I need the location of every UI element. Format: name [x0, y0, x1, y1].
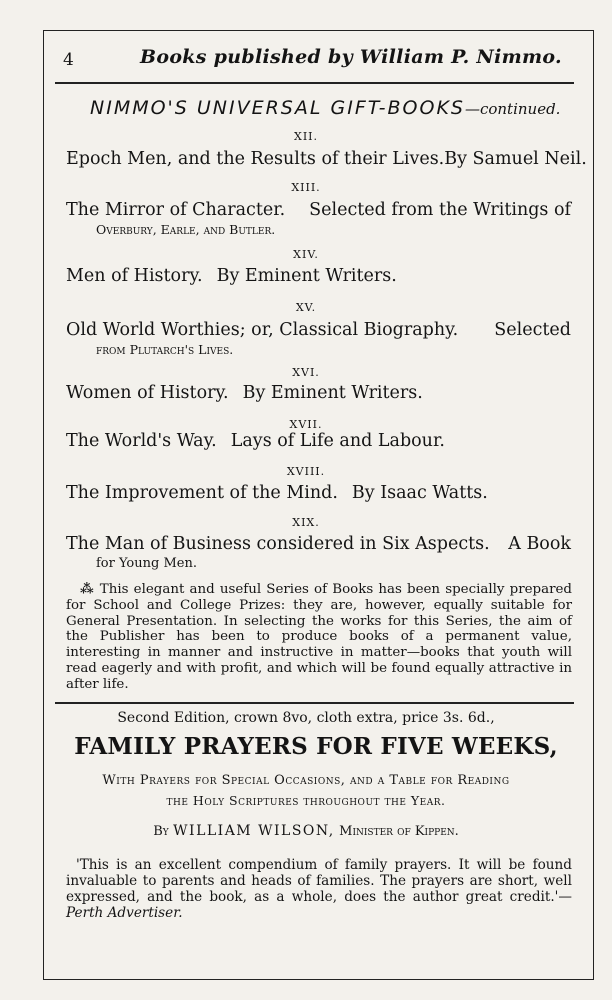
entry-title: The Improvement of the Mind. [66, 483, 338, 503]
entry-line [66, 320, 571, 340]
review-quote-paragraph [66, 857, 572, 921]
author-name: WILLIAM WILSON, [173, 823, 335, 839]
series-note-text: This elegant and useful Series of Books has been specially prepared for School and College Prizes: they are, however, equally suitable for General Presentation. In selecting the works for this Series, the aim of the Publisher has been to produce books of a permanent value, interesting in manner and instructive in matter—books that youth will read eagerly and with profit, and which will be found equally attractive in after life. [66, 582, 572, 692]
header-rule [55, 82, 574, 84]
series-continued: —continued. [464, 100, 561, 118]
section-rule [55, 702, 574, 704]
advert-title: FAMILY PRAYERS FOR FIVE WEEKS, [74, 733, 558, 760]
review-quote [66, 857, 572, 921]
entry-title: Men of History. [66, 266, 203, 286]
review-quote-source: Perth Advertiser. [66, 905, 183, 921]
page-number: 4 [63, 50, 74, 70]
entry-author: By Eminent Writers. [216, 266, 397, 286]
entry-subline: Overbury, Earle, and Butler. [96, 222, 276, 237]
author-prefix: By [153, 824, 169, 839]
entry-line [66, 431, 571, 451]
series-title [90, 97, 560, 119]
advert-subtitle-line1: With Prayers for Special Occasions, and a Table for Reading [102, 773, 510, 788]
entry-subline: for Young Men. [96, 556, 197, 571]
running-title: Books published by William P. Nimmo. [140, 46, 562, 68]
entry-author: Selected from the Writings of [309, 200, 571, 220]
asterism-mark: ⁂ [80, 581, 95, 597]
entry-numeral: XVIII. [286, 465, 326, 478]
advert-author-line [0, 823, 612, 839]
entry-line [66, 383, 571, 403]
review-quote-text: 'This is an excellent compendium of family prayers. It will be found invaluable to parents and heads of families. The prayers are short, well expressed, and the book, as a whole, does the author great credit.'— [66, 857, 572, 905]
entry-author: Lays of Life and Labour. [230, 431, 445, 451]
entry-title: Old World Worthies; or, Classical Biography. [66, 320, 459, 340]
entry-numeral: XII. [293, 130, 319, 143]
entry-author: A Book [508, 534, 571, 554]
entry-subline: from Plutarch's Lives. [96, 342, 234, 357]
series-title-text: NIMMO'S UNIVERSAL GIFT-BOOKS [90, 97, 465, 119]
entry-title: The Mirror of Character. [66, 200, 286, 220]
entry-title: Women of History. [66, 383, 229, 403]
author-suffix: Minister of Kippen. [339, 824, 459, 839]
entry-author: By Eminent Writers. [242, 383, 423, 403]
entry-title: The Man of Business considered in Six Aspects. [66, 534, 490, 554]
entry-numeral: XVI. [292, 366, 320, 379]
entry-numeral: XIII. [291, 181, 321, 194]
entry-numeral: XIX. [292, 516, 320, 529]
entry-author: Selected [494, 320, 571, 340]
entry-title: The World's Way. [66, 431, 217, 451]
series-note [66, 582, 572, 693]
entry-line [66, 534, 571, 554]
entry-line [66, 483, 571, 503]
entry-line [66, 266, 571, 286]
entry-numeral: XV. [295, 301, 317, 314]
entry-line [66, 149, 587, 169]
entry-author: By Isaac Watts. [351, 483, 488, 503]
series-note-paragraph [66, 582, 572, 693]
entry-author: By Samuel Neil. [444, 149, 587, 169]
entry-numeral: XVII. [289, 418, 323, 431]
edition-line: Second Edition, crown 8vo, cloth extra, price 3s. 6d., [117, 710, 495, 726]
entry-line [66, 200, 571, 220]
entry-numeral: XIV. [293, 248, 319, 261]
advert-subtitle-line2: the Holy Scriptures throughout the Year. [166, 793, 446, 808]
entry-title: Epoch Men, and the Results of their Lives. [66, 149, 445, 169]
